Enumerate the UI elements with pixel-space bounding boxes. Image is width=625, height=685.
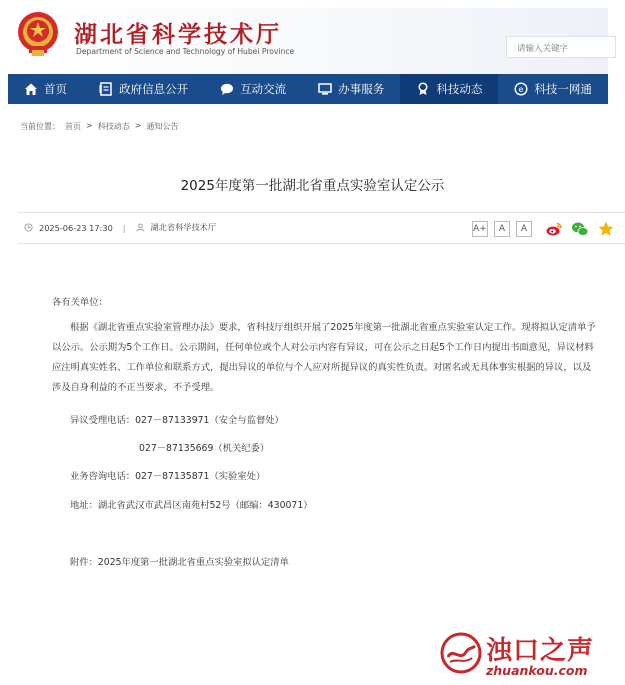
- breadcrumb-prefix: 当前位置：: [20, 122, 60, 131]
- font-default-button[interactable]: A: [494, 221, 510, 237]
- document-icon: [99, 82, 113, 96]
- monitor-icon: [318, 82, 332, 96]
- chat-bubble-icon: [220, 82, 234, 96]
- nav-item-services[interactable]: [302, 74, 400, 104]
- site-title[interactable]: 湖北省科学技术厅: [74, 21, 282, 48]
- nav-label: 办事服务: [338, 82, 385, 96]
- globe-e-icon: [514, 82, 528, 96]
- nav-item-gov-info[interactable]: [83, 74, 204, 104]
- nav-label: 互动交流: [240, 82, 287, 96]
- consult-phone-line: [70, 468, 265, 482]
- nav-label: 首页: [44, 82, 68, 96]
- breadcrumb: [20, 121, 178, 132]
- clock-icon: [24, 223, 33, 232]
- nav-item-interaction[interactable]: [204, 74, 302, 104]
- font-increase-button[interactable]: A+: [472, 221, 488, 237]
- objection-phone-1: 027－87133971（安全与监督处）: [135, 415, 284, 426]
- publish-date: 2025-06-23 17:30: [39, 222, 113, 233]
- breadcrumb-link-notice[interactable]: 通知公告: [146, 122, 179, 131]
- home-icon: [24, 82, 38, 96]
- svg-text:e: e: [518, 85, 524, 94]
- favorite-star-icon[interactable]: [597, 220, 615, 238]
- nav-item-sci-news[interactable]: [400, 74, 498, 104]
- breadcrumb-separator: >: [86, 121, 93, 130]
- wechat-icon[interactable]: [571, 220, 589, 238]
- article-source: 湖北省科学技术厅: [150, 222, 217, 232]
- nav-item-home[interactable]: [8, 74, 83, 104]
- meta-separator: |: [122, 222, 126, 233]
- nav-label: 科技动态: [436, 82, 483, 96]
- weibo-icon[interactable]: [545, 220, 563, 238]
- user-icon: [136, 223, 145, 232]
- greeting-text: 各有关单位：: [52, 297, 108, 308]
- site-subtitle: Department of Science and Technology of Hubei Province: [76, 47, 295, 56]
- breadcrumb-separator: >: [134, 121, 142, 130]
- objection-label: 异议受理电话：: [70, 415, 136, 426]
- national-emblem-icon: [16, 10, 60, 58]
- nav-label: 科技一网通: [534, 82, 592, 96]
- watermark: [438, 630, 625, 685]
- search-input[interactable]: 请输入关键字: [506, 36, 616, 58]
- site-header: [8, 8, 608, 74]
- main-nav: [8, 74, 608, 104]
- consult-label: 业务咨询电话：: [70, 471, 136, 482]
- watermark-cn-text: 浊口之声: [486, 636, 595, 666]
- font-decrease-button[interactable]: A: [516, 221, 532, 237]
- watermark-logo-icon: [440, 632, 482, 674]
- consult-phone: 027－87135871（实验室处）: [135, 471, 266, 482]
- breadcrumb-link-home[interactable]: 首页: [65, 122, 81, 131]
- objection-phone-line-1: [70, 412, 284, 426]
- attachment-link[interactable]: 附件：2025年度第一批湖北省重点实验室拟认定清单: [70, 557, 289, 568]
- article-meta-bar: [18, 212, 625, 244]
- article-title: 2025年度第一批湖北省重点实验室认定公示: [180, 178, 445, 194]
- award-icon: [416, 82, 430, 96]
- breadcrumb-link-news[interactable]: 科技动态: [97, 122, 130, 131]
- nav-label: 政府信息公开: [119, 82, 189, 96]
- watermark-en-text: zhuankou.com: [486, 663, 588, 678]
- objection-phone-2: 027－87135669（机关纪委）: [139, 443, 270, 454]
- article-paragraph: 根据《湖北省重点实验室管理办法》要求，省科技厅组织开展了2025年度第一批湖北省重点实验室认定工作。现将拟认定清单予以公示。公示期为5个工作日。公示期间，任何单位或个人对公示内容有异议，可在公示之日起5个工作日内提出书面意见，异议材料应注明真实姓名、工作单位和联系方式，提出异议的单位与个人应对所提异议的真实性负责。对匿名或无具体事实根据的异议，以及涉及自身利益的不正当要求，不予受理。: [52, 322, 596, 393]
- address-text: 地址：湖北省武汉市武昌区南苑村52号（邮编：430071）: [70, 500, 313, 511]
- nav-item-one-net[interactable]: [498, 74, 608, 104]
